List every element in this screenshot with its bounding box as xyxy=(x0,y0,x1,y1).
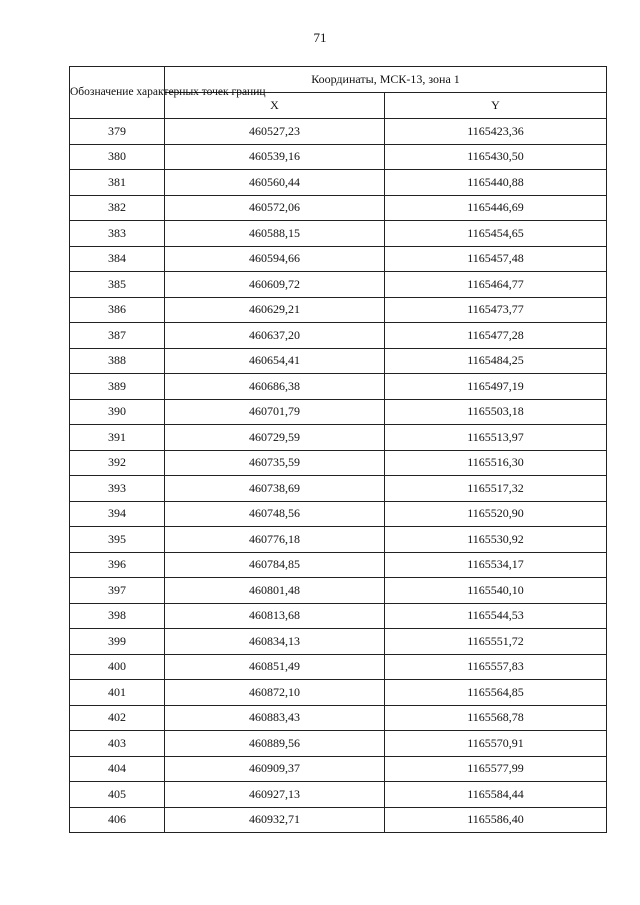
table-row xyxy=(70,680,607,706)
x-coordinate-cell: 460748,56 xyxy=(165,501,385,527)
x-coordinate-cell: 460784,85 xyxy=(165,552,385,578)
y-coordinate-cell: 1165551,72 xyxy=(385,629,607,655)
table-row xyxy=(70,476,607,502)
y-coordinate-cell: 1165517,32 xyxy=(385,476,607,502)
table-row xyxy=(70,399,607,425)
table-row xyxy=(70,705,607,731)
table-row xyxy=(70,501,607,527)
y-coordinate-cell: 1165570,91 xyxy=(385,731,607,757)
point-cell: 393 xyxy=(70,476,165,502)
y-coordinate-cell: 1165516,30 xyxy=(385,450,607,476)
x-coordinate-cell: 460738,69 xyxy=(165,476,385,502)
point-cell: 398 xyxy=(70,603,165,629)
x-coordinate-cell: 460560,44 xyxy=(165,170,385,196)
point-cell: 396 xyxy=(70,552,165,578)
point-designation-header: Обозначение характерных точек границ xyxy=(70,67,165,119)
x-coordinate-cell: 460932,71 xyxy=(165,807,385,833)
y-coordinate-cell: 1165423,36 xyxy=(385,119,607,145)
point-cell: 401 xyxy=(70,680,165,706)
point-cell: 406 xyxy=(70,807,165,833)
y-coordinate-cell: 1165497,19 xyxy=(385,374,607,400)
table-row xyxy=(70,272,607,298)
x-coordinate-cell: 460729,59 xyxy=(165,425,385,451)
table-row xyxy=(70,807,607,833)
x-coordinate-cell: 460654,41 xyxy=(165,348,385,374)
table-row xyxy=(70,629,607,655)
page-number: 71 xyxy=(313,30,327,45)
x-column-header: X xyxy=(165,93,385,119)
y-coordinate-cell: 1165454,65 xyxy=(385,221,607,247)
x-coordinate-cell: 460735,59 xyxy=(165,450,385,476)
table-row xyxy=(70,782,607,808)
y-coordinate-cell: 1165477,28 xyxy=(385,323,607,349)
table-row xyxy=(70,756,607,782)
y-coordinate-cell: 1165430,50 xyxy=(385,144,607,170)
y-coordinate-cell: 1165440,88 xyxy=(385,170,607,196)
y-coordinate-cell: 1165557,83 xyxy=(385,654,607,680)
table-body xyxy=(70,119,607,833)
point-cell: 395 xyxy=(70,527,165,553)
y-coordinate-cell: 1165513,97 xyxy=(385,425,607,451)
point-cell: 379 xyxy=(70,119,165,145)
point-cell: 402 xyxy=(70,705,165,731)
table-row xyxy=(70,348,607,374)
table-row xyxy=(70,425,607,451)
point-cell: 392 xyxy=(70,450,165,476)
x-coordinate-cell: 460572,06 xyxy=(165,195,385,221)
x-coordinate-cell: 460813,68 xyxy=(165,603,385,629)
x-coordinate-cell: 460701,79 xyxy=(165,399,385,425)
x-coordinate-cell: 460776,18 xyxy=(165,527,385,553)
point-cell: 387 xyxy=(70,323,165,349)
y-coordinate-cell: 1165464,77 xyxy=(385,272,607,298)
y-coordinate-cell: 1165446,69 xyxy=(385,195,607,221)
table-row xyxy=(70,323,607,349)
table-row xyxy=(70,603,607,629)
y-coordinate-cell: 1165540,10 xyxy=(385,578,607,604)
x-coordinate-cell: 460527,23 xyxy=(165,119,385,145)
point-cell: 397 xyxy=(70,578,165,604)
x-coordinate-cell: 460883,43 xyxy=(165,705,385,731)
x-coordinate-cell: 460927,13 xyxy=(165,782,385,808)
y-coordinate-cell: 1165473,77 xyxy=(385,297,607,323)
point-cell: 403 xyxy=(70,731,165,757)
point-cell: 400 xyxy=(70,654,165,680)
y-coordinate-cell: 1165520,90 xyxy=(385,501,607,527)
point-cell: 380 xyxy=(70,144,165,170)
table-row xyxy=(70,552,607,578)
x-coordinate-cell: 460686,38 xyxy=(165,374,385,400)
point-cell: 384 xyxy=(70,246,165,272)
point-cell: 382 xyxy=(70,195,165,221)
table-row xyxy=(70,654,607,680)
point-cell: 404 xyxy=(70,756,165,782)
x-coordinate-cell: 460609,72 xyxy=(165,272,385,298)
table-row xyxy=(70,527,607,553)
table-row xyxy=(70,450,607,476)
x-coordinate-cell: 460909,37 xyxy=(165,756,385,782)
x-coordinate-cell: 460637,20 xyxy=(165,323,385,349)
point-cell: 405 xyxy=(70,782,165,808)
y-coordinate-cell: 1165584,44 xyxy=(385,782,607,808)
point-cell: 391 xyxy=(70,425,165,451)
table-row xyxy=(70,578,607,604)
table-row xyxy=(70,195,607,221)
table-row xyxy=(70,246,607,272)
y-coordinate-cell: 1165568,78 xyxy=(385,705,607,731)
x-coordinate-cell: 460594,66 xyxy=(165,246,385,272)
y-coordinate-cell: 1165484,25 xyxy=(385,348,607,374)
x-coordinate-cell: 460801,48 xyxy=(165,578,385,604)
point-cell: 394 xyxy=(70,501,165,527)
y-coordinate-cell: 1165457,48 xyxy=(385,246,607,272)
table-row xyxy=(70,119,607,145)
table-row xyxy=(70,144,607,170)
x-coordinate-cell: 460851,49 xyxy=(165,654,385,680)
y-coordinate-cell: 1165577,99 xyxy=(385,756,607,782)
y-coordinate-cell: 1165544,53 xyxy=(385,603,607,629)
point-cell: 389 xyxy=(70,374,165,400)
table-row xyxy=(70,221,607,247)
table-row xyxy=(70,170,607,196)
coordinates-system-header: Координаты, МСК-13, зона 1 xyxy=(165,67,607,93)
point-cell: 383 xyxy=(70,221,165,247)
x-coordinate-cell: 460872,10 xyxy=(165,680,385,706)
coordinates-table xyxy=(69,66,607,833)
y-coordinate-cell: 1165534,17 xyxy=(385,552,607,578)
x-coordinate-cell: 460588,15 xyxy=(165,221,385,247)
point-cell: 388 xyxy=(70,348,165,374)
x-coordinate-cell: 460629,21 xyxy=(165,297,385,323)
table-row xyxy=(70,374,607,400)
table-row xyxy=(70,297,607,323)
x-coordinate-cell: 460889,56 xyxy=(165,731,385,757)
table-row xyxy=(70,731,607,757)
point-cell: 386 xyxy=(70,297,165,323)
point-cell: 381 xyxy=(70,170,165,196)
point-cell: 399 xyxy=(70,629,165,655)
point-cell: 385 xyxy=(70,272,165,298)
x-coordinate-cell: 460834,13 xyxy=(165,629,385,655)
y-coordinate-cell: 1165586,40 xyxy=(385,807,607,833)
y-coordinate-cell: 1165530,92 xyxy=(385,527,607,553)
y-coordinate-cell: 1165503,18 xyxy=(385,399,607,425)
y-coordinate-cell: 1165564,85 xyxy=(385,680,607,706)
x-coordinate-cell: 460539,16 xyxy=(165,144,385,170)
y-column-header: Y xyxy=(385,93,607,119)
point-cell: 390 xyxy=(70,399,165,425)
